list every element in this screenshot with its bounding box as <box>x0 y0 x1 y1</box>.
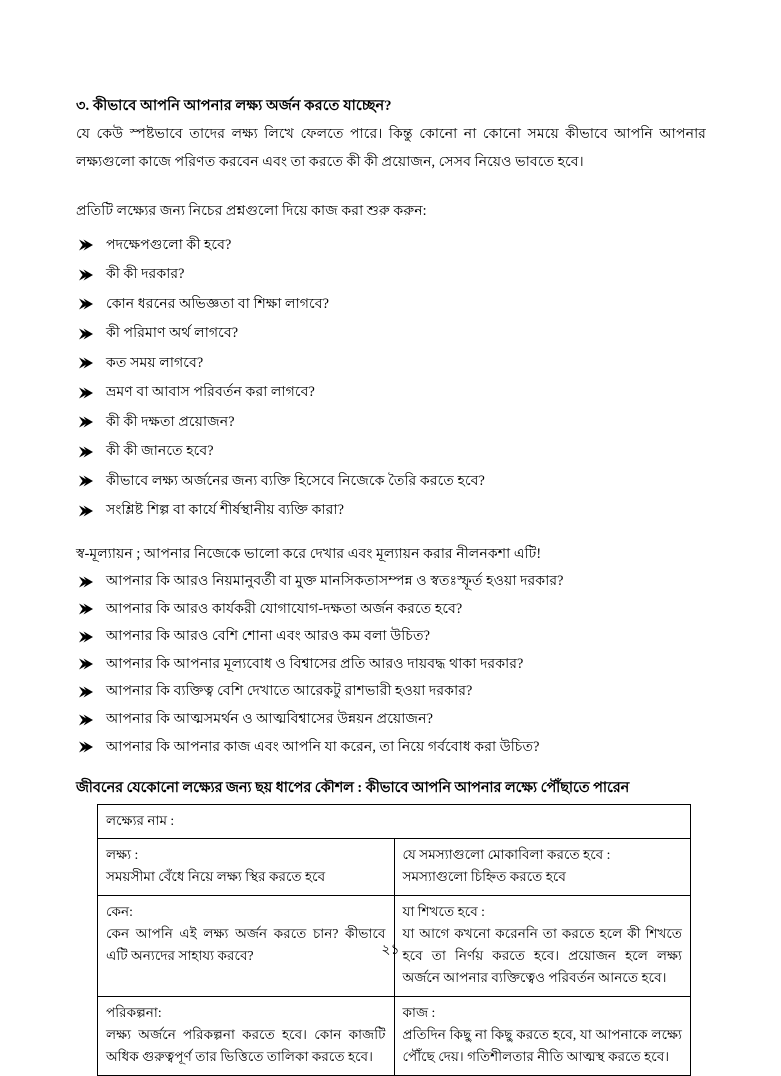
cell-plan[interactable] <box>98 996 395 1075</box>
list-item <box>76 737 706 758</box>
intro-paragraph: যে কেউ স্পষ্টভাবে তাদের লক্ষ্য লিখে ফেলতে পারে। কিন্তু কোনো না কোনো সময়ে কীভাবে আপনি আপনার লক্ষ্যগুলো কাজে পরিণত করবেন এবং তা করতে কী কী প্রয়োজন, সেসব নিয়েও ভাবতে হবে। <box>76 125 706 170</box>
arrow-bullet-icon <box>78 445 94 458</box>
self-evaluation-heading: স্ব-মূল্যায়ন ; আপনার নিজেকে ভালো করে দেখার এবং মূল্যায়ন করার নীলনকশা এটি! <box>76 546 542 563</box>
arrow-bullet-icon <box>78 741 94 754</box>
self-evaluation-list <box>76 571 706 757</box>
section-heading: ৩. কীভাবে আপনি আপনার লক্ষ্য অর্জন করতে যাচ্ছেন? <box>76 98 392 114</box>
list-item <box>76 654 706 675</box>
list-item <box>76 709 706 730</box>
list-item <box>76 323 706 344</box>
cell-label: লক্ষ্য : <box>106 846 139 862</box>
cell-body: সমস্যাগুলো চিহ্নিত করতে হবে <box>402 868 566 884</box>
list-item-text: কী কী দরকার? <box>106 266 185 283</box>
arrow-bullet-icon <box>78 416 94 429</box>
list-item-text: আপনার কি আরও বেশি শোনা এবং আরও কম বলা উচিত? <box>106 628 430 645</box>
arrow-bullet-icon <box>78 327 94 340</box>
cell-label: যা শিখতে হবে : <box>402 903 485 919</box>
cell-action[interactable] <box>394 996 691 1075</box>
lead-in-text: প্রতিটি লক্ষ্যের জন্য নিচের প্রশ্নগুলো দিয়ে কাজ করা শুরু করুন: <box>76 202 427 219</box>
list-item-text: আপনার কি আপনার কাজ এবং আপনি যা করেন, তা নিয়ে গর্ববোধ করা উচিত? <box>106 738 540 755</box>
arrow-bullet-icon <box>78 475 94 488</box>
cell-body: যা আগে কখনো করেননি তা করতে হলে কী শিখতে হবে তা নির্ণয় করতে হবে। প্রয়োজন হলে লক্ষ্য অর্জনে আপনার ব্যক্তিত্বেও পরিবর্তন আনতে হবে। <box>402 925 682 985</box>
cell-body: প্রতিদিন কিছু না কিছু করতে হবে, যা আপনাকে লক্ষ্যে পৌঁছে দেয়। গতিশীলতার নীতি আত্মস্থ করতে হবে। <box>402 1026 682 1064</box>
arrow-bullet-icon <box>78 298 94 311</box>
list-item-text: আপনার কি আরও কার্যকরী যোগাযোগ-দক্ষতা অর্জন করতে হবে? <box>106 600 463 617</box>
list-item <box>76 681 706 702</box>
arrow-bullet-icon <box>78 630 94 643</box>
list-item <box>76 500 706 521</box>
cell-label: কাজ : <box>402 1004 436 1020</box>
cell-problems[interactable] <box>394 838 691 895</box>
arrow-bullet-icon <box>78 685 94 698</box>
list-item <box>76 471 706 492</box>
list-item <box>76 294 706 315</box>
list-item-text: আপনার কি ব্যক্তিত্ব বেশি দেখাতে আরেকটু রাশভারী হওয়া দরকার? <box>106 683 473 700</box>
cell-label: যে সমস্যাগুলো মোকাবিলা করতে হবে : <box>402 846 611 862</box>
list-item-text: কীভাবে লক্ষ্য অর্জনের জন্য ব্যক্তি হিসেবে নিজেকে তৈরি করতে হবে? <box>106 472 485 489</box>
table-row <box>98 996 691 1075</box>
goal-name-label: লক্ষ্যের নাম : <box>106 812 175 828</box>
list-item <box>76 382 706 403</box>
arrow-bullet-icon <box>78 268 94 281</box>
goal-table-title: জীবনের যেকোনো লক্ষ্যের জন্য ছয় ধাপের কৌশল : কীভাবে আপনি আপনার লক্ষ্যে পৌঁছাতে পারেন <box>76 779 630 796</box>
list-item-text: আপনার কি আত্মসমর্থন ও আত্মবিশ্বাসের উন্নয়ন প্রয়োজন? <box>106 711 433 727</box>
arrow-bullet-icon <box>78 357 94 370</box>
list-item <box>76 353 706 374</box>
arrow-bullet-icon <box>78 603 94 616</box>
list-item <box>76 412 706 433</box>
cell-body: লক্ষ্য অর্জনে পরিকল্পনা করতে হবে। কোন কাজটি অধিক গুরুত্বপূর্ণ তার ভিত্তিতে তালিকা করতে হবে। <box>106 1026 386 1064</box>
list-item <box>76 571 706 592</box>
list-item-text: কী কী জানতে হবে? <box>106 443 214 460</box>
list-item <box>76 599 706 620</box>
page-content <box>76 96 706 1076</box>
cell-label: কেন: <box>106 903 133 919</box>
arrow-bullet-icon <box>78 386 94 399</box>
table-row <box>98 838 691 895</box>
list-item-text: কী পরিমাণ অর্থ লাগবে? <box>106 325 239 342</box>
arrow-bullet-icon <box>78 239 94 252</box>
list-item-text: সংশ্লিষ্ট শিল্প বা কার্যে শীর্ষস্থানীয় ব্যক্তি কারা? <box>106 502 344 519</box>
list-item <box>76 441 706 462</box>
table-row-goal-name <box>98 804 691 838</box>
list-item <box>76 235 706 256</box>
arrow-bullet-icon <box>78 658 94 671</box>
list-item-text: কোন ধরনের অভিজ্ঞতা বা শিক্ষা লাগবে? <box>106 295 329 312</box>
list-item-text: আপনার কি আপনার মূল্যবোধ ও বিশ্বাসের প্রতি আরও দায়বদ্ধ থাকা দরকার? <box>106 655 524 672</box>
list-item-text: কত সময় লাগবে? <box>106 354 204 371</box>
question-list <box>76 235 706 522</box>
cell-body: কেন আপনি এই লক্ষ্য অর্জন করতে চান? কীভাবে এটি অন্যদের সাহায্য করবে? <box>106 925 386 963</box>
arrow-bullet-icon <box>78 713 94 726</box>
list-item <box>76 626 706 647</box>
list-item <box>76 264 706 285</box>
page-number: ২১ <box>381 943 400 958</box>
arrow-bullet-icon <box>78 504 94 517</box>
list-item-text: পদক্ষেপগুলো কী হবে? <box>106 236 232 253</box>
cell-body: সময়সীমা বেঁধে নিয়ে লক্ষ্য স্থির করতে হবে <box>106 868 326 884</box>
arrow-bullet-icon <box>78 575 94 588</box>
goal-name-cell[interactable] <box>98 804 691 838</box>
list-item-text: আপনার কি আরও নিয়মানুবর্তী বা মুক্ত মানসিকতাসম্পন্ন ও স্বতঃস্ফূর্ত হওয়া দরকার? <box>106 573 564 590</box>
cell-label: পরিকল্পনা: <box>106 1004 162 1020</box>
list-item-text: কী কী দক্ষতা প্রয়োজন? <box>106 413 235 430</box>
cell-goal[interactable] <box>98 838 395 895</box>
list-item-text: ভ্রমণ বা আবাস পরিবর্তন করা লাগবে? <box>106 384 315 401</box>
